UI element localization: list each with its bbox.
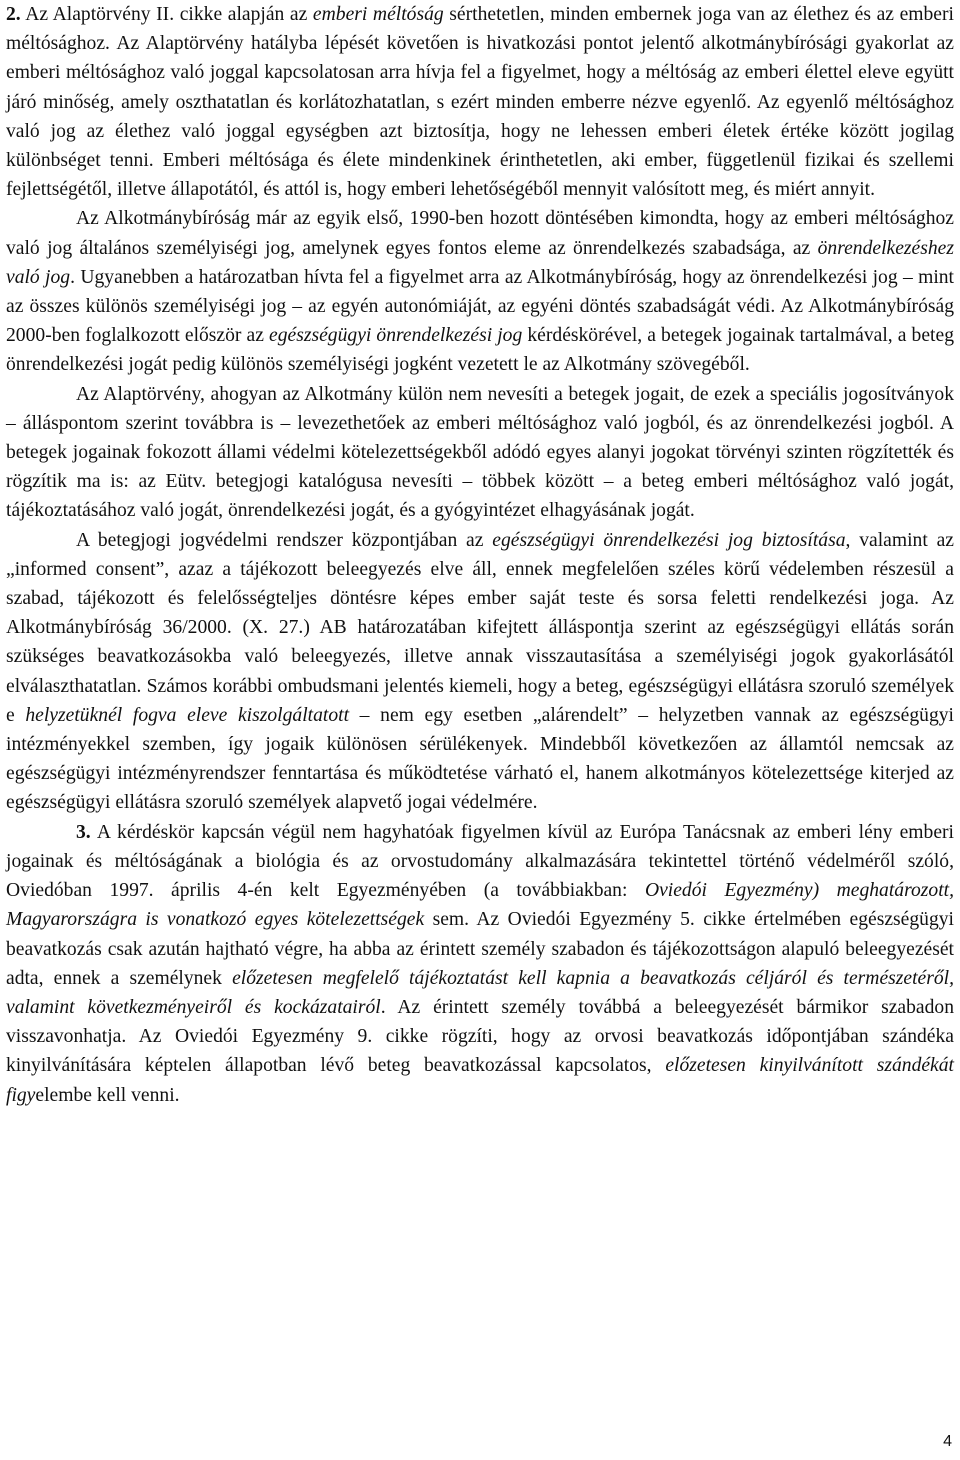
- text-run: – nem egy esetben „alárendelt” – helyzetben vannak az egészségügyi intézményekkel szemben, így jogaik különösen sérülékenyek. Mindebből következően az államtól nemcsak az egészségügyi intézményrendszer fenntartása és működtetése várható el, hanem alkotmányos kötelezettsége kiterjed az egészségügyi ellátásra szoruló személyek alapvető jogai védelmére.: [6, 704, 954, 814]
- paragraph-betegjogi: [6, 526, 954, 818]
- paragraph-alkotmanybirosag: [6, 204, 954, 379]
- text-run: Az Alkotmánybíróság már az egyik első, 1990-ben hozott döntésében kimondta, hogy az emberi méltósághoz való jog általános személyiségi jog, amelynek egyes fontos eleme az önrendelkezés szabadsága, az: [6, 208, 954, 259]
- italic-text: egészségügyi önrendelkezési jog biztosítása: [492, 529, 846, 551]
- page-number: 4: [943, 1433, 952, 1450]
- italic-text: önrendelkezéshez való jog: [6, 237, 954, 288]
- italic-text: emberi méltóság: [312, 4, 444, 25]
- paragraph-number: 3.: [76, 821, 91, 843]
- text-run: . Az érintett személy továbbá a beleegyezését bármikor szabadon visszavonhatja. Az Oviedói Egyezmény 9. cikke rögzíti, hogy az orvosi beavatkozás időpontjában szándéka kinyilvánítására képtelen állapotban lévő beteg beavatkozással kapcsolatos,: [6, 996, 955, 1077]
- paragraph-alaptorveny: [6, 380, 954, 526]
- text-run: . Ugyanebben a határozatban hívta fel a figyelmet arra az Alkotmánybíróság, hogy az önrendelkezési jog – mint az összes különös személyiségi jog – az egyén autonómiáját, az egyéni döntés szabadságát védi. Az Alkotmánybíróság 2000-ben foglalkozott először az: [6, 266, 955, 347]
- text-run: Az Alaptörvény, ahogyan az Alkotmány külön nem nevesíti a betegek jogait, de ezek a speciális jogosítványok – álláspontom szerint továbbra is – levezethetőek az emberi méltósághoz való jogból, és az önrendelkezési jogból. A betegek jogainak fokozott állami védelmi kötelezettségekből adódó egyes alanyi jogokat törvényi szinten rögzítették és rögzítik ma is: az Eütv. betegjogi katalógusa nevesíti – többek között – a beteg emberi méltósághoz való jogát, tájékoztatásához való jogát, önrendelkezési jogát, és a gyógyintézet elhagyásának jogát.: [6, 383, 954, 522]
- text-run: A betegjogi jogvédelmi rendszer központjában az: [76, 529, 493, 551]
- text-run: A kérdéskör kapcsán végül nem hagyhatóak figyelmen kívül az Európa Tanácsnak az emberi lény emberi jogainak és méltóságának a biológia és az orvostudomány alkalmazására tekintettel történő védelméről szóló, Oviedóban 1997. április 4-én kelt Egyezményében (a továbbiakban:: [6, 821, 954, 902]
- text-run: Az Alaptörvény II. cikke alapján az: [25, 4, 313, 25]
- paragraph-3: [6, 818, 954, 1110]
- italic-text: előzetesen megfelelő tájékoztatást kell kapnia a beavatkozás céljáról és természetéről, valamint következményeiről és kockázatairól: [6, 967, 954, 1018]
- text-run: sem. Az Oviedói Egyezmény 5. cikke értelmében egészségügyi beavatkozás csak azután hajtható végre, ha abba az érintett személy szabadon és tájékozottságon alapuló beleegyezését adta, ennek a személynek: [6, 909, 954, 989]
- italic-text: helyzetüknél fogva eleve kiszolgáltatott: [25, 704, 350, 726]
- italic-text: egészségügyi önrendelkezési jog: [269, 325, 523, 347]
- document-body: [6, 0, 954, 1110]
- paragraph-number: 2.: [6, 4, 21, 25]
- text-run: , valamint az „informed consent”, azaz a tájékozott beleegyezés elve áll, ennek megfelelően széles körű védelemben részesül a szabad, tájékozott és felelősségteljes döntésre képes ember saját teste és sorsa feletti rendelkezési joga. Az Alkotmánybíróság 36/2000. (X. 27.) AB határozatában kifejtett álláspontja szerint az egészségügyi ellátás során szükséges beavatkozásokba való beleegyezés, illetve annak visszautasítása a személyiségi jogok gyakorlásától elválaszthatatlan. Számos korábbi ombudsmani jelentés kiemeli, hogy a beteg, egészségügyi ellátásra szoruló személyek e: [6, 529, 954, 726]
- italic-text: Oviedói Egyezmény) meghatározott, Magyarországra is vonatkozó egyes kötelezettségek: [6, 880, 954, 931]
- text-run: elembe kell venni.: [35, 1084, 180, 1106]
- text-run: kérdéskörével, a betegek jogainak tartalmával, a beteg önrendelkezési jogát pedig különös személyiségi jogként vezetett le az Alkotmány szövegéből.: [6, 325, 954, 376]
- text-run: sérthetetlen, minden embernek joga van az élethez és az emberi méltósághoz. Az Alaptörvény hatályba lépését követően is hivatkozási pontot jelentő alkotmánybírósági gyakorlat az emberi méltósághoz való joggal kapcsolatosan arra hívja fel a figyelmet, hogy a méltóság az emberi élettel eleve együtt járó minőség, amely oszthatatlan és korlátozhatatlan, s ezért minden emberre nézve egyenlő. Az egyenlő méltósághoz való jog az élethez való joggal egységben azt biztosítja, hogy ne lehessen emberi életek értéke között jogilag különbséget tenni. Emberi méltósága és élete mindenkinek érinthetetlen, aki ember, függetlenül fizikai és szellemi fejlettségétől, illetve állapotától, és attól is, hogy emberi lehetőségéből mennyit valósított meg, és miért annyit.: [6, 4, 954, 201]
- paragraph-2: [6, 0, 954, 204]
- italic-text: előzetesen kinyilvánított szándékát figy: [6, 1055, 954, 1106]
